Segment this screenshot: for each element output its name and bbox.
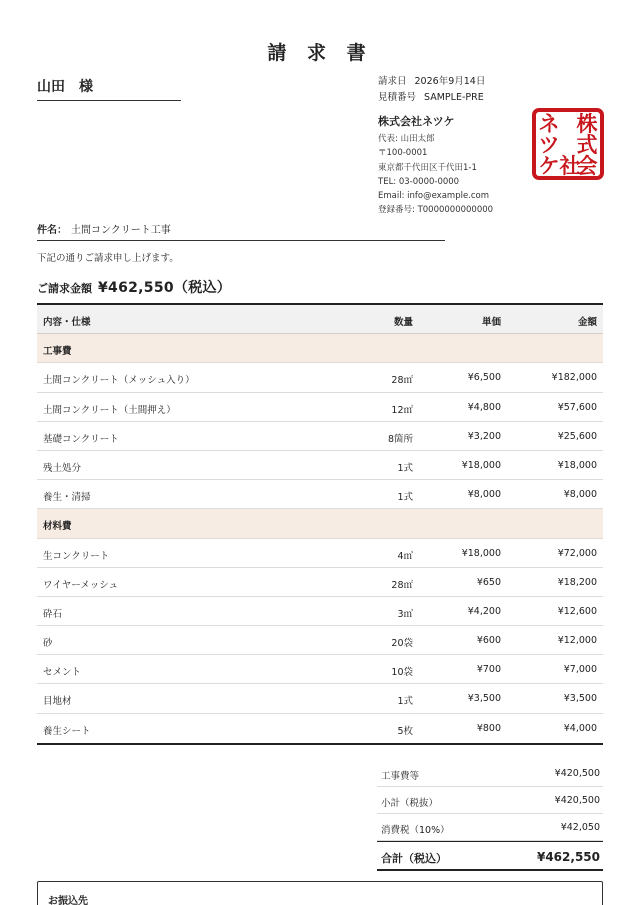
table-row bbox=[37, 451, 603, 480]
bank-transfer-box bbox=[37, 881, 603, 905]
item-quantity: 3㎥ bbox=[397, 608, 413, 620]
table-row bbox=[37, 539, 603, 568]
item-name: 基礎コンクリート bbox=[43, 433, 119, 445]
item-name: 養生・清掃 bbox=[43, 492, 91, 504]
document-title: 請 求 書 bbox=[267, 42, 373, 64]
item-unit-price: ¥18,000 bbox=[461, 459, 501, 471]
header-unit-price: 単価 bbox=[481, 317, 501, 328]
item-unit-price: ¥18,000 bbox=[461, 547, 501, 559]
item-unit-price: ¥8,000 bbox=[467, 489, 501, 501]
category-row bbox=[37, 334, 603, 363]
table-header-row bbox=[37, 305, 603, 334]
estimate-number-row bbox=[378, 90, 528, 106]
item-unit-price: ¥3,200 bbox=[467, 430, 501, 442]
intro-text: 下記の通りご請求申し上げます。 bbox=[37, 253, 179, 264]
item-quantity: 5枚 bbox=[397, 725, 413, 737]
bank-transfer-title: お振込先 bbox=[48, 896, 88, 905]
item-name: ワイヤーメッシュ bbox=[43, 579, 119, 591]
item-name: 砕石 bbox=[43, 608, 63, 620]
totals-block bbox=[377, 760, 603, 871]
item-name: 残土処分 bbox=[43, 462, 82, 474]
totals-label: 消費税（10%） bbox=[381, 825, 450, 836]
recipient-name: 山田 様 bbox=[37, 76, 181, 101]
item-amount: ¥57,600 bbox=[557, 401, 597, 413]
issuer-postal-code: 〒100-0001 bbox=[378, 148, 428, 159]
category-name: 工事費 bbox=[43, 346, 72, 358]
issuer-representative: 代表: 山田太郎 bbox=[378, 134, 435, 144]
issuer-company-name: 株式会社ネツケ bbox=[378, 115, 455, 128]
item-name: 生コンクリート bbox=[43, 550, 110, 562]
item-name: セメント bbox=[43, 667, 82, 679]
totals-value: ¥420,500 bbox=[554, 795, 600, 806]
item-unit-price: ¥6,500 bbox=[467, 372, 501, 384]
invoice-amount bbox=[37, 277, 231, 297]
invoice-date-row bbox=[378, 74, 528, 90]
table-row bbox=[37, 568, 603, 597]
item-unit-price: ¥4,800 bbox=[467, 401, 501, 413]
item-amount: ¥25,600 bbox=[557, 430, 597, 442]
estimate-number-label: 見積番号 bbox=[378, 92, 417, 103]
subject-value: 土間コンクリート工事 bbox=[71, 225, 171, 236]
subject-line bbox=[37, 221, 445, 241]
item-quantity: 28㎡ bbox=[391, 579, 413, 591]
item-amount: ¥72,000 bbox=[557, 547, 597, 559]
seal-char: ネ bbox=[538, 112, 560, 136]
item-unit-price: ¥650 bbox=[476, 576, 501, 588]
table-row bbox=[37, 480, 603, 509]
table-row bbox=[37, 714, 603, 743]
issuer-block bbox=[378, 74, 528, 218]
item-quantity: 28㎡ bbox=[391, 375, 413, 387]
totals-label: 工事費等 bbox=[381, 771, 420, 782]
subject-label: 件名： bbox=[37, 225, 67, 236]
category-name: 材料費 bbox=[43, 521, 72, 533]
company-seal-stamp bbox=[532, 108, 604, 180]
totals-row-subtotal bbox=[377, 787, 603, 814]
table-row bbox=[37, 655, 603, 684]
category-row bbox=[37, 509, 603, 538]
line-items-table bbox=[37, 303, 603, 745]
item-quantity: 1式 bbox=[397, 696, 413, 708]
item-unit-price: ¥700 bbox=[476, 664, 501, 676]
grand-total-value: ¥462,550 bbox=[536, 850, 600, 864]
seal-char: ケ bbox=[538, 154, 560, 178]
item-name: 目地材 bbox=[43, 696, 72, 708]
grand-total-label: 合計（税込） bbox=[381, 852, 447, 865]
totals-row-tax bbox=[377, 814, 603, 841]
item-unit-price: ¥4,200 bbox=[467, 605, 501, 617]
seal-char: 会 bbox=[576, 154, 598, 178]
item-amount: ¥182,000 bbox=[551, 372, 597, 384]
invoice-amount-value: ¥462,550（税込） bbox=[98, 280, 232, 296]
item-amount: ¥18,200 bbox=[557, 576, 597, 588]
totals-row-construction bbox=[377, 760, 603, 787]
item-unit-price: ¥3,500 bbox=[467, 693, 501, 705]
table-row bbox=[37, 422, 603, 451]
seal-char: ツ bbox=[538, 133, 560, 157]
invoice-date-label: 請求日 bbox=[378, 76, 407, 87]
item-unit-price: ¥800 bbox=[476, 722, 501, 734]
header-name: 内容・仕様 bbox=[43, 317, 91, 328]
seal-char: 社 bbox=[559, 154, 581, 178]
table-row bbox=[37, 393, 603, 422]
estimate-number-value: SAMPLE-PRE bbox=[424, 92, 484, 103]
item-amount: ¥3,500 bbox=[563, 693, 597, 705]
header-quantity: 数量 bbox=[393, 317, 413, 328]
invoice-amount-label: ご請求金額 bbox=[37, 282, 92, 295]
totals-value: ¥420,500 bbox=[554, 768, 600, 779]
item-amount: ¥8,000 bbox=[563, 489, 597, 501]
table-row bbox=[37, 597, 603, 626]
item-unit-price: ¥600 bbox=[476, 635, 501, 647]
item-quantity: 1式 bbox=[397, 462, 413, 474]
header-amount: 金額 bbox=[577, 317, 597, 328]
seal-char: 式 bbox=[576, 133, 598, 157]
item-name: 砂 bbox=[43, 638, 53, 650]
invoice-date-value: 2026年9月14日 bbox=[414, 76, 486, 87]
item-name: 養生シート bbox=[43, 725, 91, 737]
item-amount: ¥18,000 bbox=[557, 459, 597, 471]
issuer-address: 東京都千代田区千代田1-1 bbox=[378, 162, 477, 173]
table-row bbox=[37, 684, 603, 713]
item-quantity: 4㎥ bbox=[397, 550, 413, 562]
grand-total-row bbox=[377, 841, 603, 871]
issuer-tel: TEL: 03-0000-0000 bbox=[378, 176, 460, 187]
item-name: 土間コンクリート（土間押え） bbox=[43, 404, 176, 416]
item-quantity: 1式 bbox=[397, 492, 413, 504]
item-amount: ¥7,000 bbox=[563, 664, 597, 676]
issuer-registration-number: 登録番号: T0000000000000 bbox=[378, 205, 494, 216]
item-quantity: 20袋 bbox=[391, 638, 413, 650]
totals-value: ¥42,050 bbox=[560, 822, 600, 833]
item-quantity: 8箇所 bbox=[387, 433, 413, 445]
item-amount: ¥4,000 bbox=[563, 722, 597, 734]
item-quantity: 12㎡ bbox=[391, 404, 413, 416]
table-row bbox=[37, 626, 603, 655]
item-amount: ¥12,000 bbox=[557, 635, 597, 647]
item-amount: ¥12,600 bbox=[557, 605, 597, 617]
item-quantity: 10袋 bbox=[391, 667, 413, 679]
totals-label: 小計（税抜） bbox=[381, 798, 439, 809]
issuer-email: Email: info@example.com bbox=[378, 191, 490, 202]
item-name: 土間コンクリート（メッシュ入り） bbox=[43, 375, 195, 387]
seal-char: 株 bbox=[576, 112, 598, 136]
table-row bbox=[37, 363, 603, 392]
